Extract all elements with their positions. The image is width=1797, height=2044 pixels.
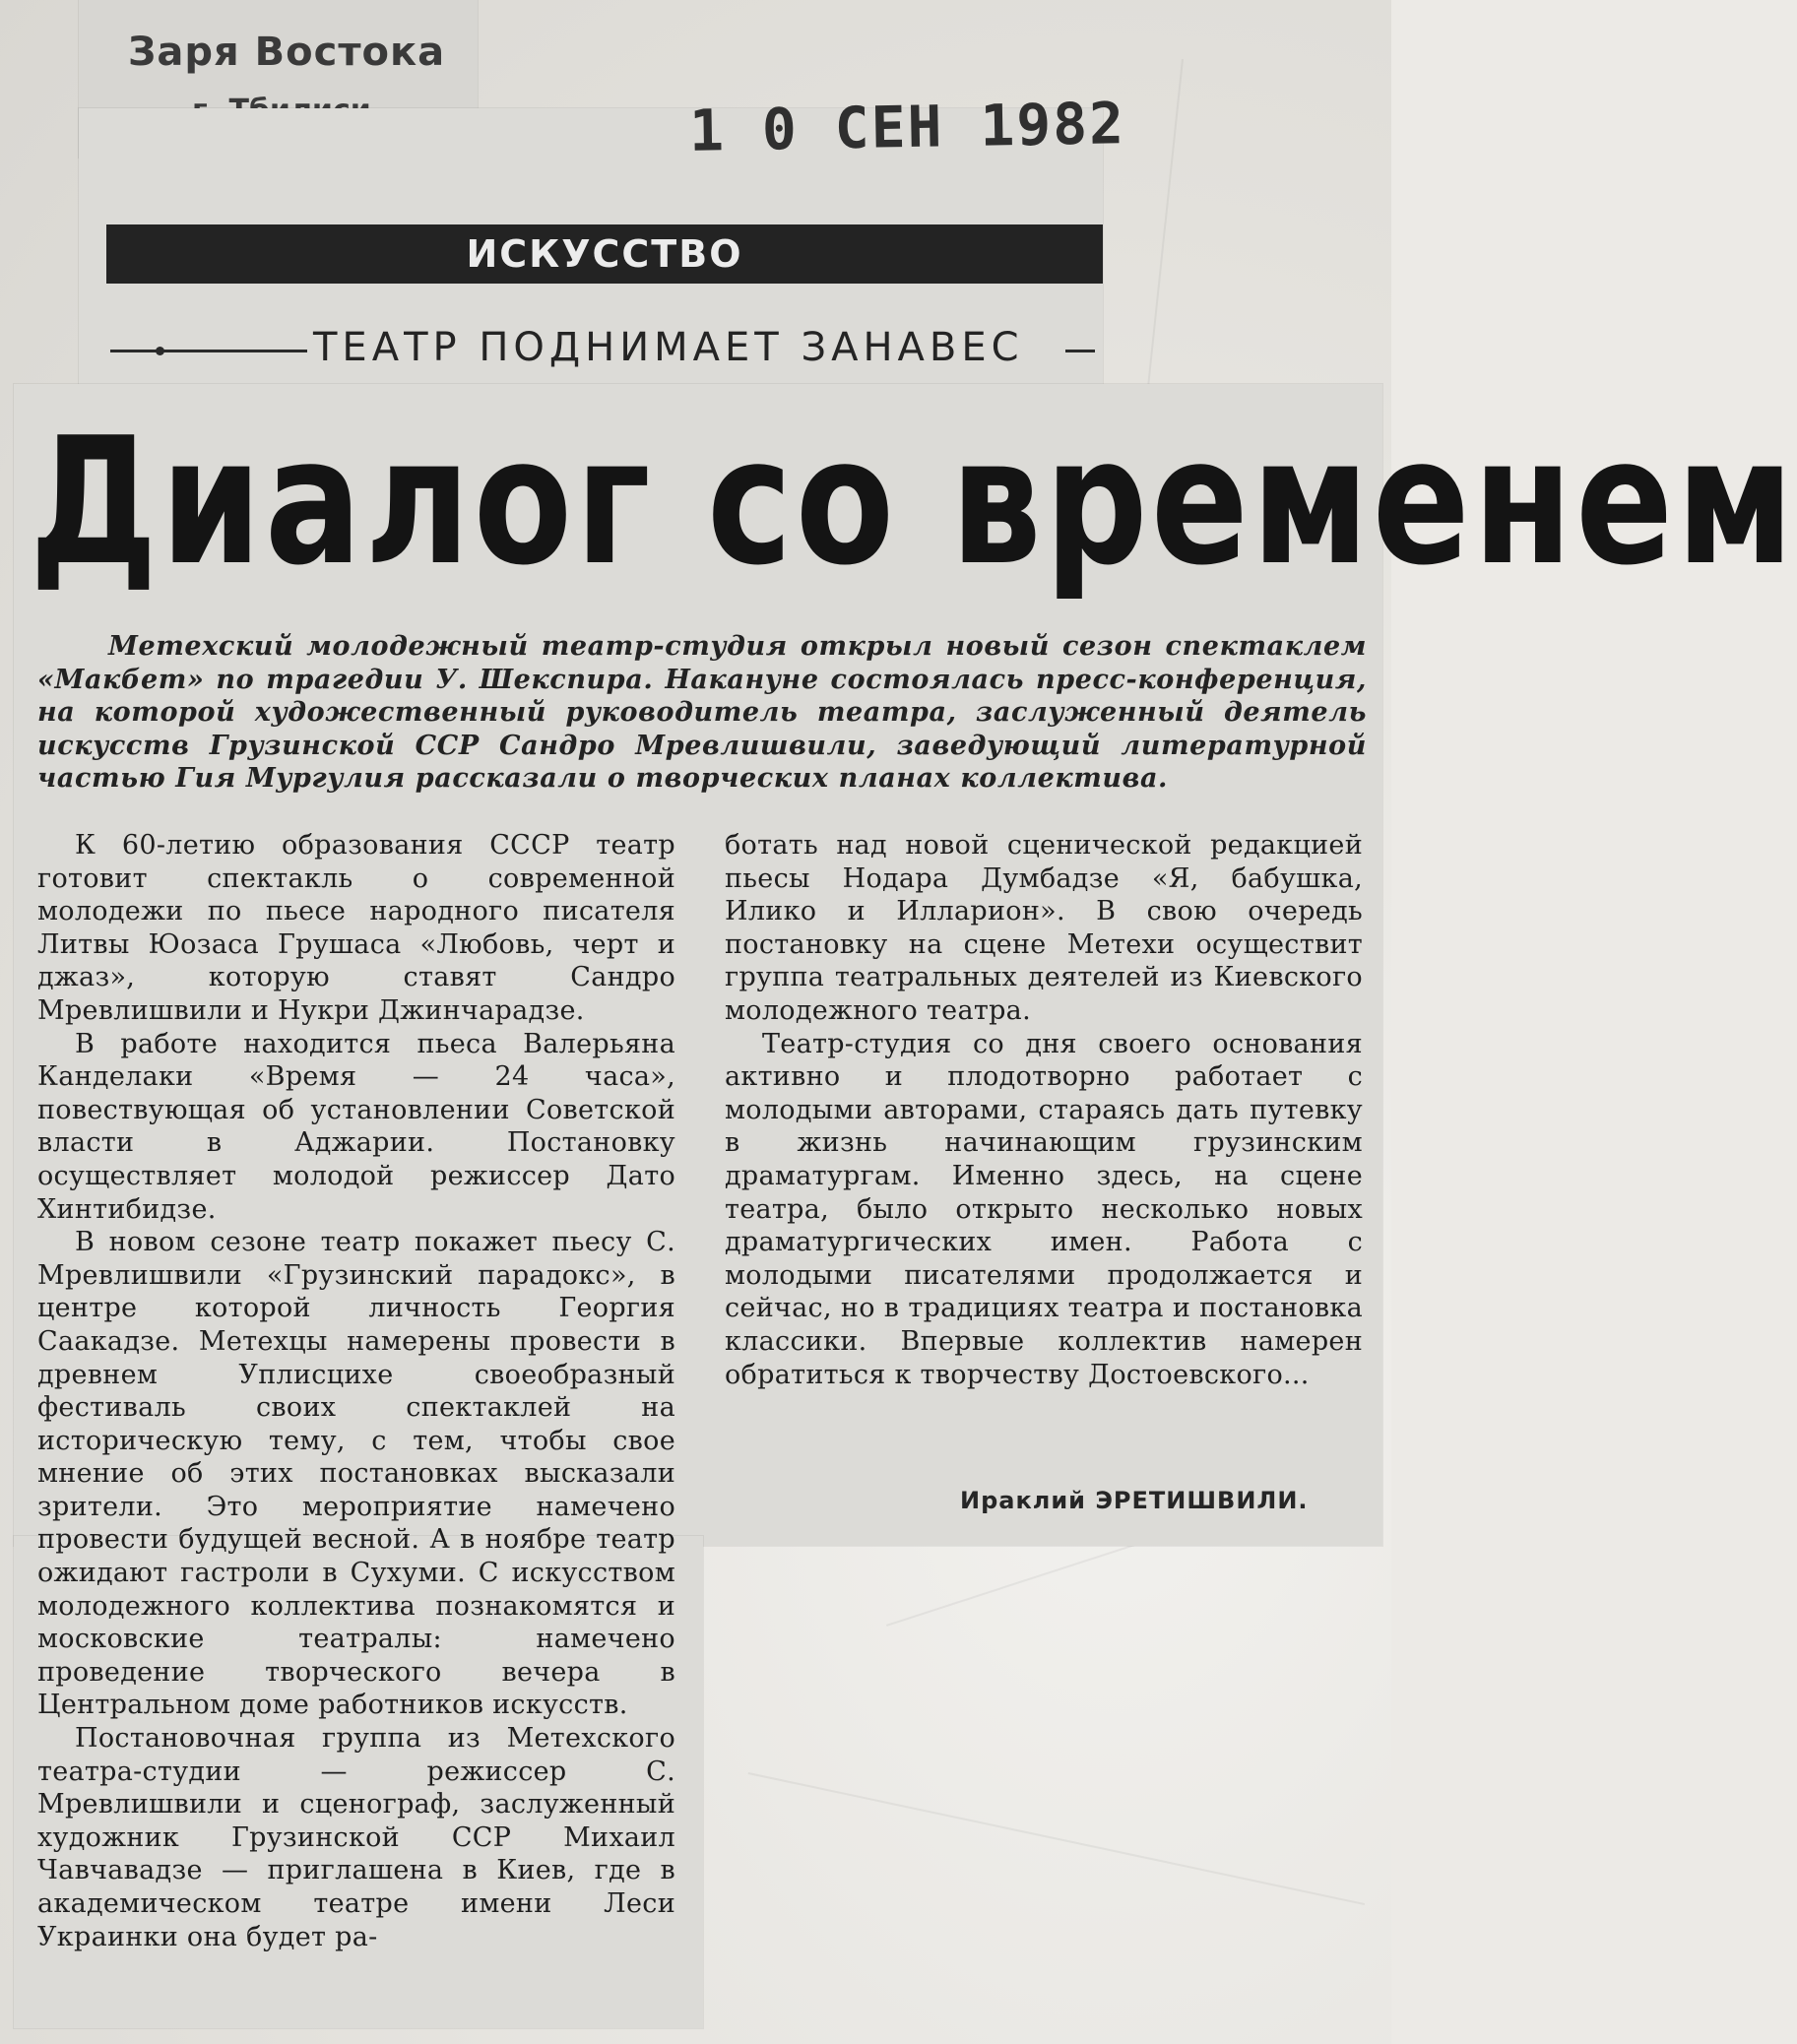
- rubric-label: ИСКУССТВО: [466, 232, 743, 276]
- paragraph: Театр-студия со дня своего основания активно и плодотворно работает с молодыми авторами, стараясь дать путевку в жизнь начинающим грузинским драматургам. Именно здесь, на сцене театра, было открыто несколько новых драматургических имен. Работа с молодыми писателями продолжается и сейчас, но в традициях театра и постановка классики. Впервые коллектив намерен обратиться к творчеству Достоевского...: [725, 1028, 1363, 1390]
- paragraph: В работе находится пьеса Валерьяна Канделаки «Время — 24 часа», повествующая об установлении Советской власти в Аджарии. Постановку осуществляет молодой режиссер Дато Хинтибидзе.: [37, 1028, 675, 1225]
- paragraph: ботать над новой сценической редакцией пьесы Нодара Думбадзе «Я, бабушка, Илико и Илларион». В свою очередь постановку на сцене Метехи осуществит группа театральных деятелей из Киевского молодежного театра.: [725, 830, 1363, 1026]
- headline: Диалог со временем: [30, 400, 1797, 604]
- kicker: ТЕАТР ПОДНИМАЕТ ЗАНАВЕС: [313, 325, 1024, 370]
- article-column-2: [725, 829, 1363, 1391]
- author-byline: Ираклий ЭРЕТИШВИЛИ.: [960, 1487, 1309, 1514]
- date-stamp: 1 0 СЕН 1982: [688, 90, 1126, 164]
- newspaper-name: Заря Востока: [128, 30, 446, 75]
- paragraph: К 60-летию образования СССР театр готовит спектакль о современной молодежи по пьесе народного писателя Литвы Юозаса Грушаса «Любовь, черт и джаз», которую ставят Сандро Мревлишвили и Нукри Джинчарадзе.: [37, 830, 675, 1026]
- paragraph: В новом сезоне театр покажет пьесу С. Мревлишвили «Грузинский парадокс», в центре которой личность Георгия Саакадзе. Метехцы намерены провести в древнем Уплисцихе своеобразный фестиваль своих спектаклей на историческую тему, с тем, чтобы свое мнение об этих постановках высказали зрители. Это мероприятие намечено провести будущей весной. А в ноябре театр ожидают гастроли в Сухуми. С искусством молодежного коллектива познакомятся и московские театралы: намечено проведение творческого вечера в Центральном доме работников искусств.: [37, 1227, 675, 1721]
- kicker-rule-left: [110, 350, 307, 352]
- rubric-bar: [106, 224, 1103, 284]
- kicker-rule-right: [1065, 350, 1095, 352]
- article-column-1: [37, 829, 675, 1953]
- lead-paragraph: Метехский молодежный театр-студия открыл новый сезон спектаклем «Макбет» по трагедии У. Шекспира. Накануне состоялась пресс-конференция, на которой художественный руководитель театра, заслуженный деятель искусств Грузинской ССР Сандро Мревлишвили, заведующий литературной частью Гия Мургулия рассказали о творческих планах коллектива.: [37, 631, 1367, 794]
- paragraph: Постановочная группа из Метехского театра-студии — режиссер С. Мревлишвили и сценограф, заслуженный художник Грузинской ССР Михаил Чавчавадзе — приглашена в Киев, где в академическом театре имени Леси Украинки она будет ра-: [37, 1723, 675, 1952]
- kicker-rule-dot: [156, 347, 164, 355]
